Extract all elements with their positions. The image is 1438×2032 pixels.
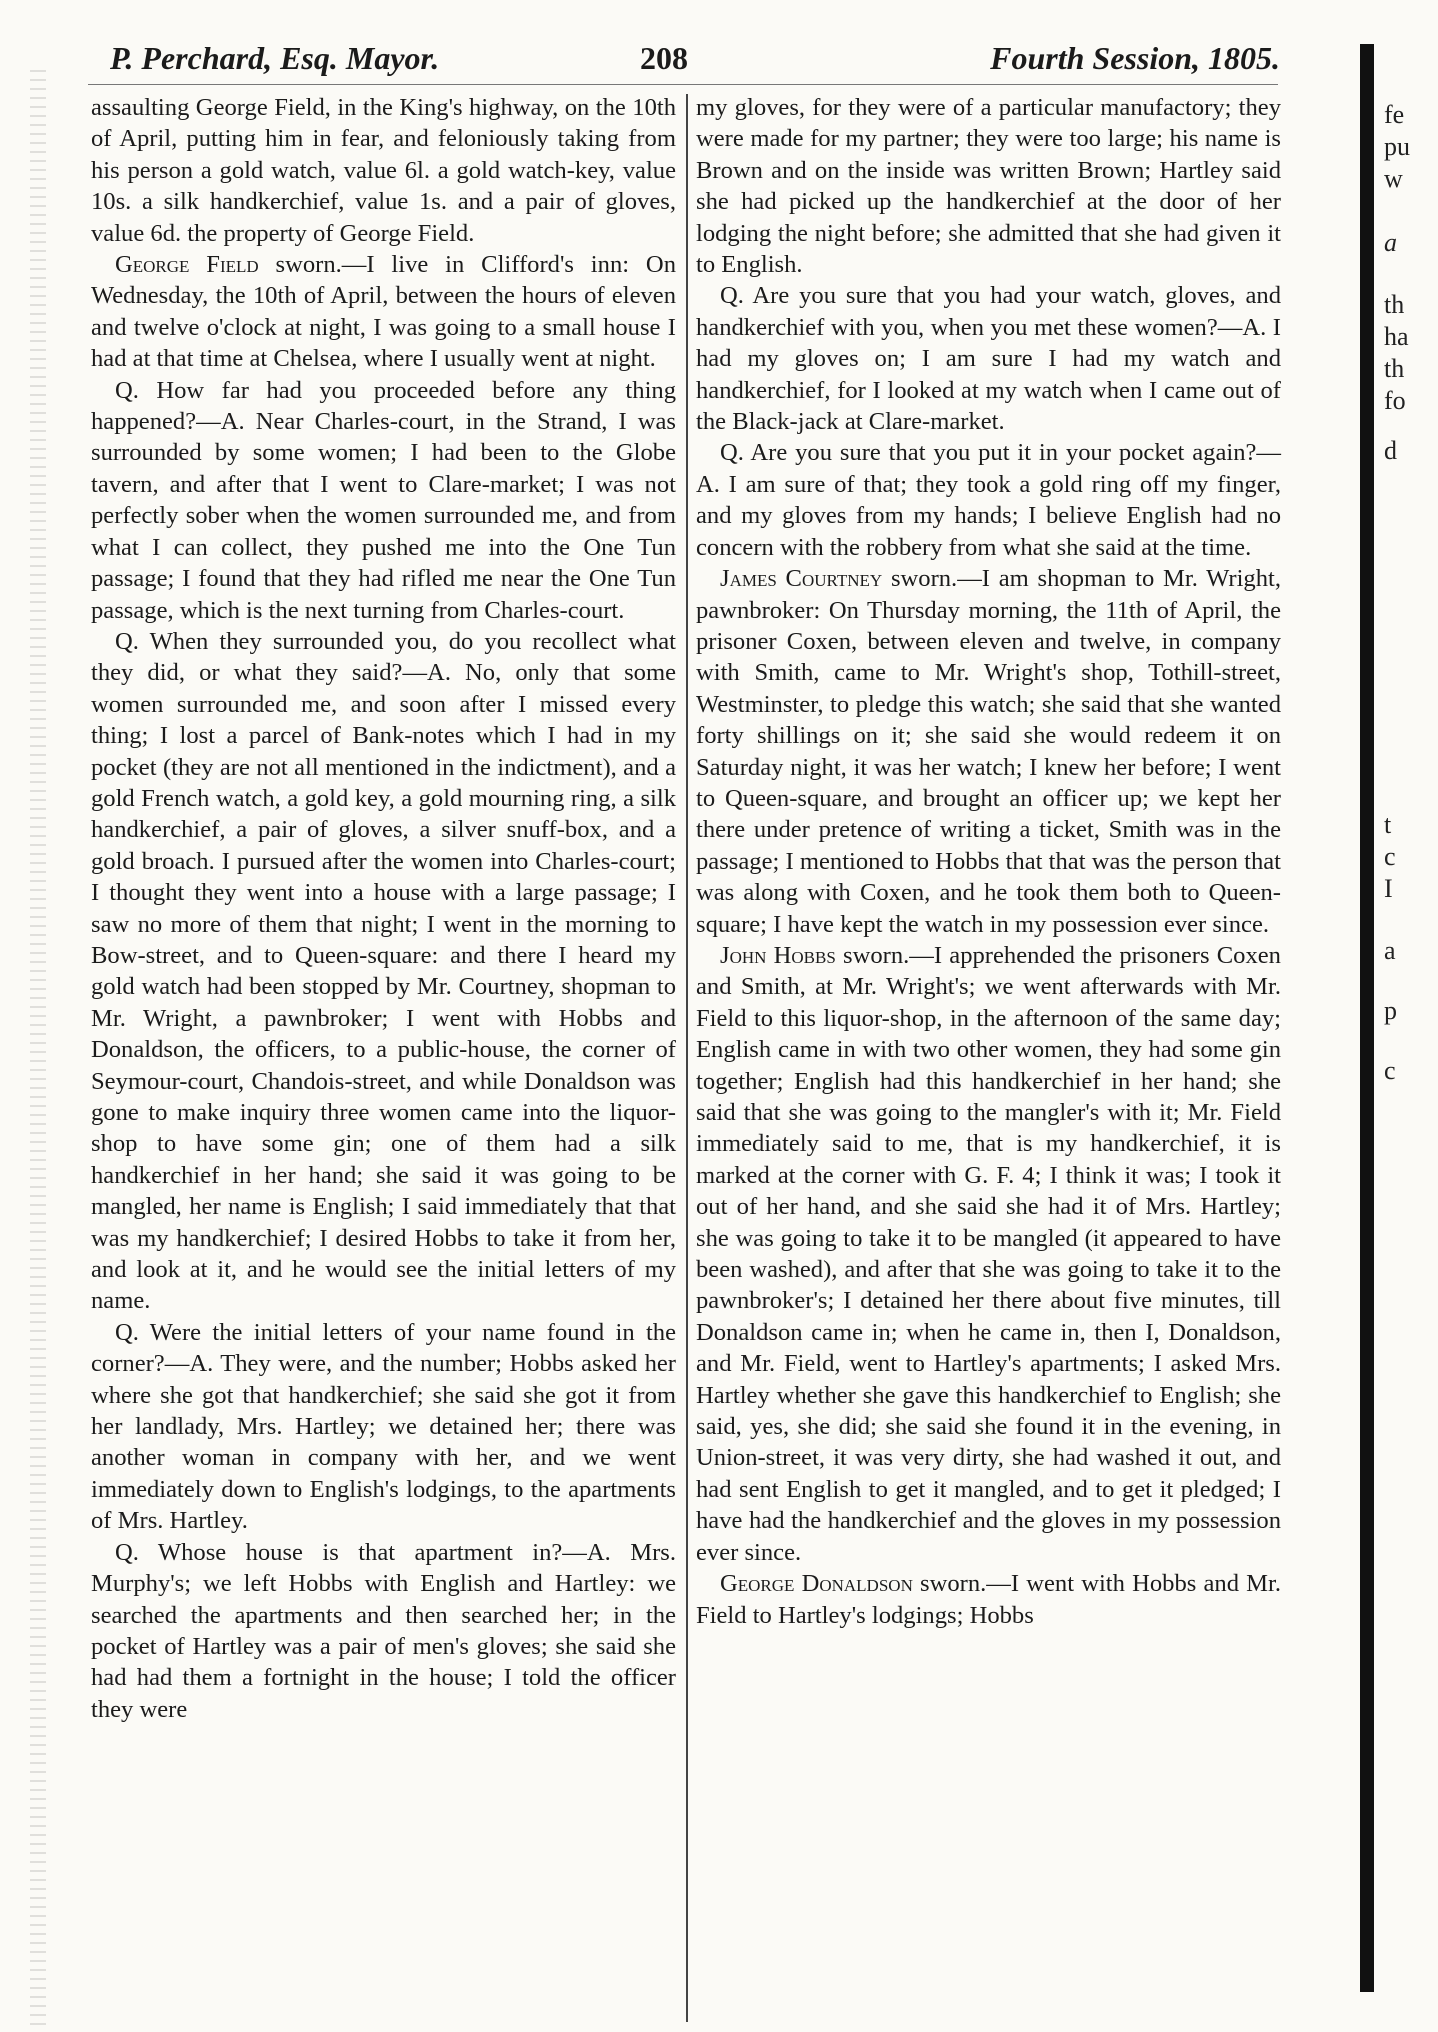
- header-session: Fourth Session, 1805.: [990, 40, 1280, 76]
- page-number: 208: [640, 40, 688, 76]
- bleed-fragment: I: [1384, 874, 1393, 903]
- paragraph: Q. How far had you proceeded before any thing happened?—A. Near Charles-court, in the Strand, I was surrounded by some women; I had been to the Globe tavern, and after that I went to Clare-market; I was not perfectly sober when the women surrounded me, and from what I can collect, they pushed me into the One Tun passage; I found that they had rifled me near the One Tun passage, which is the next turning from Charles-court.: [91, 376, 676, 624]
- paragraph: Q. Were the initial letters of your name found in the corner?—A. They were, and the number; Hobbs asked her where she got that handkerchief; she said she got it from her landlady, Mrs. Hartley; we detained her; there was another woman in company with her, and we went immediately down to English's lodgings, to the apartments of Mrs. Hartley.: [91, 1318, 676, 1535]
- bleed-fragment: fe: [1384, 100, 1405, 129]
- bleed-fragment: c: [1384, 842, 1396, 871]
- paragraph-text: sworn.—I went with Hobbs and Mr. Field to Hartley's lodgings; Hobbs: [696, 1570, 1281, 1629]
- bleed-fragment: w: [1384, 164, 1403, 193]
- bleed-fragment: c: [1384, 1056, 1396, 1085]
- bleed-fragment: pu: [1384, 132, 1410, 161]
- paragraph-text: sworn.—I am shopman to Mr. Wright, pawnbroker: On Thursday morning, the 11th of April, the prisoner Coxen, between eleven and twelve, in company with Smith, came to Mr. Wright's shop, Tothill-street, Westminster, to pledge this watch; she said that she wanted forty shillings on it; she said she would redeem it on Saturday night, it was her watch; I knew her before; I went to Queen-square, and brought an officer up; we kept her there under pretence of writing a ticket, Smith was in the passage; I mentioned to Hobbs that that was the person that was along with Coxen, and he took them both to Queen-square; I have kept the watch in my possession ever since.: [696, 565, 1281, 938]
- paragraph: [696, 1568, 1281, 1631]
- header-rule: [88, 84, 1278, 85]
- paragraph: [696, 940, 1281, 1568]
- speaker-name: John Hobbs: [720, 941, 836, 969]
- bleed-fragment: fo: [1384, 386, 1406, 415]
- left-column: [91, 92, 676, 1725]
- bleed-fragment: th: [1384, 354, 1405, 383]
- paragraph: [696, 563, 1281, 940]
- paragraph: Q. When they surrounded you, do you recollect what they did, or what they said?—A. No, only that some women surrounded me, and soon after I missed every thing; I lost a parcel of Bank-notes which I had in my pocket (they are not all mentioned in the indictment), and a gold French watch, a gold key, a gold mourning ring, a silk handkerchief, a pair of gloves, a silver snuff-box, and a gold broach. I pursued after the women into Charles-court; I thought they went into a house with a large passage; I saw no more of them that night; I went in the morning to Bow-street, and to Queen-square: and there I heard my gold watch had been stopped by Mr. Courtney, shopman to Mr. Wright, a pawnbroker; I went with Hobbs and Donaldson, the officers, to a public-house, the corner of Seymour-court, Chandois-street, and while Donaldson was gone to make inquiry three women came into the liquor-shop to have some gin; one of them had a silk handkerchief in her hand; she said it was going to be mangled, her name is English; I said immediately that that was my handkerchief; I desired Hobbs to take it from her, and look at it, and he would see the initial letters of my name.: [91, 627, 676, 1315]
- bleed-fragment: ha: [1384, 322, 1409, 351]
- paragraph: Q. Whose house is that apartment in?—A. Mrs. Murphy's; we left Hobbs with English and Hartley: we searched the apartments and then searched her; in the pocket of Hartley was a pair of men's gloves; she said she had had them a fortnight in the house; I told the officer they were: [91, 1538, 676, 1723]
- speaker-name: George Donaldson: [720, 1570, 913, 1598]
- bleed-fragment: th: [1384, 290, 1405, 319]
- paragraph: assaulting George Field, in the King's highway, on the 10th of April, putting him in fear, and feloniously taking from his person a gold watch, value 6l. a gold watch-key, value 10s. a silk handkerchief, value 1s. and a pair of gloves, value 6d. the property of George Field.: [91, 94, 676, 247]
- right-column: [696, 92, 1281, 1631]
- bleed-fragment: a: [1384, 228, 1397, 257]
- header-mayor: P. Perchard, Esq. Mayor.: [110, 40, 440, 76]
- bleed-fragment: a: [1384, 936, 1396, 965]
- column-divider: [686, 94, 688, 2022]
- bleed-fragment: p: [1384, 996, 1397, 1025]
- bleed-fragment: t: [1384, 810, 1392, 839]
- paragraph: Q. Are you sure that you put it in your pocket again?—A. I am sure of that; they took a gold ring off my finger, and my gloves from my hands; I believe English had no concern with the robbery from what she said at the time.: [696, 439, 1281, 561]
- paragraph-text: sworn.—I live in Clifford's inn: On Wednesday, the 10th of April, between the hours of eleven and twelve o'clock at night, I was going to a small house I had at that time at Chelsea, where I usually went at night.: [91, 251, 676, 373]
- bleed-fragment: d: [1384, 436, 1397, 465]
- speaker-name: James Courtney: [720, 565, 883, 593]
- paragraph: my gloves, for they were of a particular manufactory; they were made for my partner; they were too large; his name is Brown and on the inside was written Brown; Hartley said she had picked up the handkerchief at the door of her lodging the night before; she admitted that she had given it to English.: [696, 94, 1281, 279]
- paragraph: Q. Are you sure that you had your watch, gloves, and handkerchief with you, when you met these women?—A. I had my gloves on; I am sure I had my watch and handkerchief, for I looked at my watch when I came out of the Black-jack at Clare-market.: [696, 282, 1281, 436]
- running-header: [110, 40, 1280, 90]
- gutter-noise: [30, 70, 46, 2030]
- page-edge-bar: [1360, 44, 1374, 1992]
- paragraph-text: sworn.—I apprehended the prisoners Coxen and Smith, at Mr. Wright's; we went afterwards with Mr. Field to this liquor-shop, in the afternoon of the same day; English came in with two other women, they had some gin together; English had this handkerchief in her hand; she said that she was going to the mangler's with it; Mr. Field immediately said to me, that is my handkerchief, it is marked at the corner with G. F. 4; I think it was; I took it out of her hand, and she said she had it of Mrs. Hartley; she was going to take it to be mangled (it appeared to have been washed), and after that she was going to take it to the pawnbroker's; I detained her there about five minutes, till Donaldson came in; when he came in, then I, Donaldson, and Mr. Field, went to Hartley's apartments; I asked Mrs. Hartley whether she gave this handkerchief to English; she said, yes, she did; she said she found it in the evening, in Union-street, it was very dirty, she had washed it out, and had sent English to get it mangled, and to get it pledged; I have had the handkerchief and the gloves in my possession ever since.: [696, 941, 1281, 1566]
- speaker-name: George Field: [115, 251, 259, 279]
- paragraph: [91, 249, 676, 375]
